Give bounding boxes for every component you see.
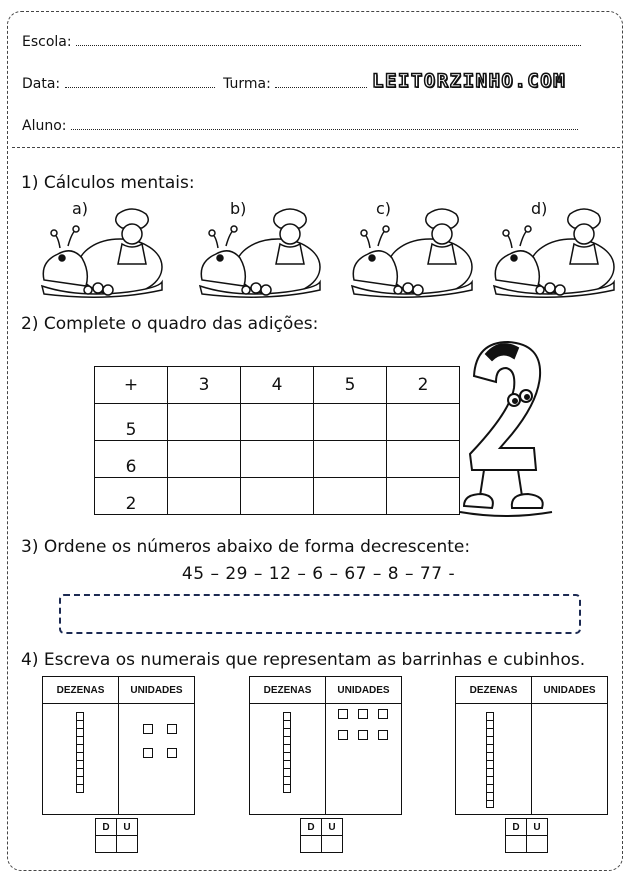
snail-with-girl-illustration: [196, 202, 324, 302]
du-u-label: U: [322, 819, 343, 836]
place-value-box-1: [42, 676, 195, 815]
addition-row-header: 6: [95, 441, 168, 478]
addition-cell[interactable]: [241, 441, 314, 478]
unit-cube: [338, 730, 348, 740]
du-d-cell[interactable]: [96, 836, 117, 853]
addition-row-header: 5: [95, 404, 168, 441]
turma-field[interactable]: [275, 75, 367, 88]
number-sequence: 45 – 29 – 12 – 6 – 67 – 8 – 77 -: [181, 564, 456, 584]
aluno-row: [22, 117, 578, 134]
addition-row: [95, 478, 460, 515]
unit-cube: [358, 709, 368, 719]
addition-cell[interactable]: [387, 441, 460, 478]
data-label: Data:: [22, 76, 61, 92]
addition-cell[interactable]: [241, 404, 314, 441]
du-d-cell[interactable]: [301, 836, 322, 853]
addition-col-header: 5: [314, 367, 387, 404]
du-d-label: D: [506, 819, 527, 836]
unit-cube: [338, 709, 348, 719]
dezenas-area: [250, 704, 326, 815]
du-answer-2: [300, 818, 343, 853]
escola-field[interactable]: [76, 33, 581, 46]
du-d-cell[interactable]: [506, 836, 527, 853]
addition-corner: +: [95, 367, 168, 404]
turma-label: Turma:: [223, 76, 271, 92]
answer-box[interactable]: [59, 594, 581, 634]
addition-cell[interactable]: [387, 404, 460, 441]
q1-title: 1) Cálculos mentais:: [21, 173, 195, 193]
header-separator: [12, 147, 620, 148]
unit-cube: [143, 748, 153, 758]
escola-row: [22, 33, 581, 50]
addition-col-header: 3: [168, 367, 241, 404]
q4-title: 4) Escreva os numerais que representam as barrinhas e cubinhos.: [21, 650, 586, 670]
addition-row: [95, 441, 460, 478]
q1-item-d: d): [531, 199, 548, 218]
addition-cell[interactable]: [241, 478, 314, 515]
addition-cell[interactable]: [168, 478, 241, 515]
du-d-label: D: [96, 819, 117, 836]
addition-cell[interactable]: [168, 404, 241, 441]
number-two-cartoon-illustration: [456, 336, 556, 526]
tens-bar: [283, 712, 291, 793]
place-value-box-3: [455, 676, 608, 815]
q2-title: 2) Complete o quadro das adições:: [21, 314, 319, 334]
addition-table: [94, 366, 460, 515]
du-u-cell[interactable]: [117, 836, 138, 853]
tens-bar: [76, 712, 84, 793]
q3-title: 3) Ordene os números abaixo de forma decrescente:: [21, 537, 471, 557]
q1-item-b: b): [230, 199, 247, 218]
tens-bar: [486, 712, 494, 808]
addition-cell[interactable]: [387, 478, 460, 515]
du-u-label: U: [117, 819, 138, 836]
unit-cube: [358, 730, 368, 740]
q1-item-a: a): [72, 199, 89, 218]
unidades-area: [119, 704, 195, 815]
du-u-cell[interactable]: [322, 836, 343, 853]
unit-cube: [378, 730, 388, 740]
data-field[interactable]: [65, 75, 215, 88]
q1-item-c: c): [376, 199, 392, 218]
du-d-label: D: [301, 819, 322, 836]
du-answer-1: [95, 818, 138, 853]
unidades-area: [532, 704, 608, 815]
dezenas-area: [43, 704, 119, 815]
du-answer-3: [505, 818, 548, 853]
unit-cube: [167, 724, 177, 734]
unit-cube: [143, 724, 153, 734]
snail-with-girl-illustration: [490, 202, 618, 302]
unidades-area: [326, 704, 402, 815]
addition-cell[interactable]: [314, 478, 387, 515]
addition-col-header: 2: [387, 367, 460, 404]
du-u-cell[interactable]: [527, 836, 548, 853]
unidades-header: UNIDADES: [532, 677, 608, 704]
du-u-label: U: [527, 819, 548, 836]
addition-cell[interactable]: [314, 404, 387, 441]
dezenas-header: DEZENAS: [43, 677, 119, 704]
unidades-header: UNIDADES: [119, 677, 195, 704]
aluno-label: Aluno:: [22, 118, 67, 134]
dezenas-header: DEZENAS: [250, 677, 326, 704]
addition-row: [95, 404, 460, 441]
addition-header-row: [95, 367, 460, 404]
addition-col-header: 4: [241, 367, 314, 404]
escola-label: Escola:: [22, 34, 72, 50]
place-value-box-2: [249, 676, 402, 815]
unit-cube: [167, 748, 177, 758]
snail-with-girl-illustration: [38, 202, 166, 302]
addition-cell[interactable]: [168, 441, 241, 478]
leitorzinho-logo: LEITORZINHO.COM: [372, 70, 567, 92]
dezenas-area: [456, 704, 532, 815]
unit-cube: [378, 709, 388, 719]
dezenas-header: DEZENAS: [456, 677, 532, 704]
unidades-header: UNIDADES: [326, 677, 402, 704]
snail-with-girl-illustration: [348, 202, 476, 302]
addition-cell[interactable]: [314, 441, 387, 478]
aluno-field[interactable]: [71, 117, 578, 130]
addition-row-header: 2: [95, 478, 168, 515]
data-row: [22, 75, 367, 92]
